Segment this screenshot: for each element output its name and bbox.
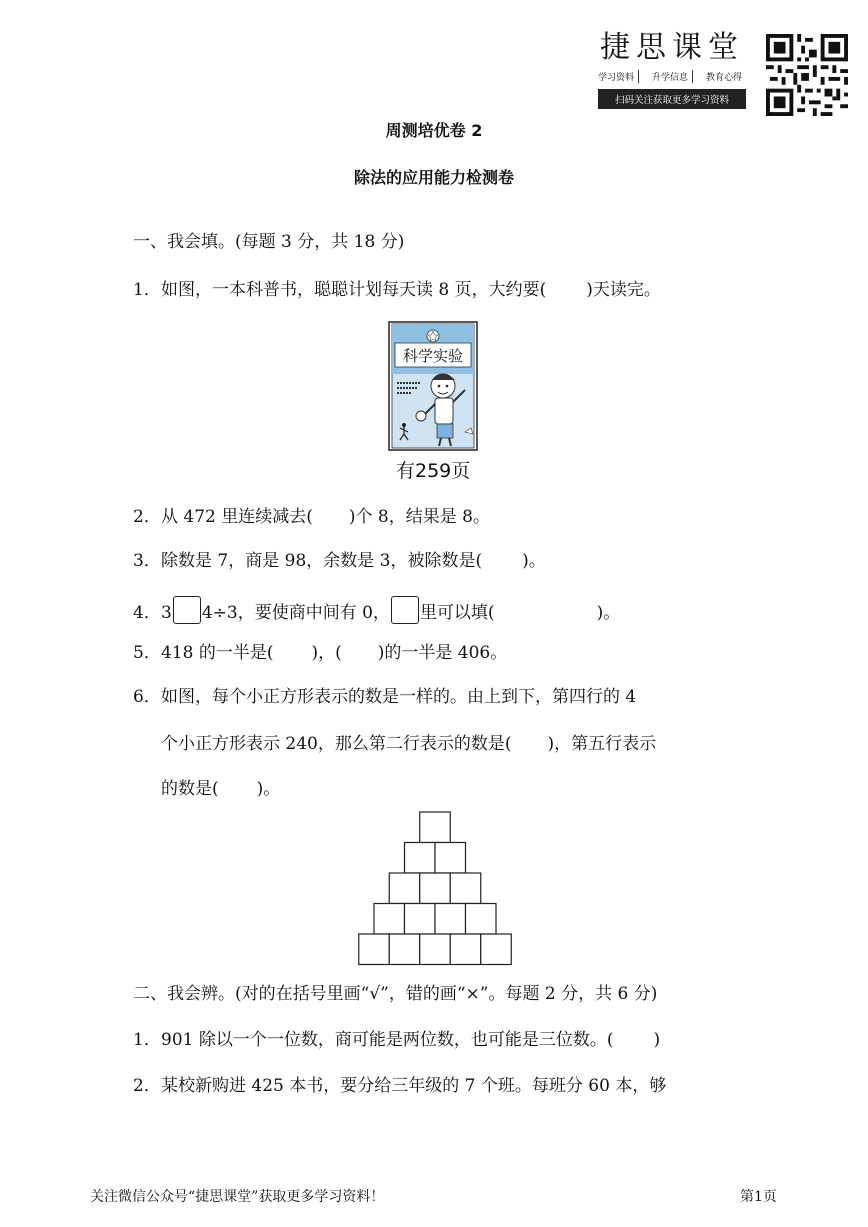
question-text: 901 除以一个一位数，商可能是两位数，也可能是三位数。( bbox=[161, 1030, 614, 1050]
pyramid-square bbox=[450, 873, 481, 904]
question-text: )的一半是 406。 bbox=[377, 643, 508, 663]
question-2 bbox=[133, 506, 490, 528]
pyramid-square bbox=[435, 904, 466, 935]
question-text: 个小正方形表示 240，那么第二行表示的数是( bbox=[161, 734, 512, 754]
pyramid-square bbox=[359, 934, 390, 965]
book-caption: 有259页 bbox=[396, 460, 471, 482]
pyramid-square bbox=[420, 812, 451, 843]
question-6-line-1 bbox=[133, 686, 636, 708]
question-6-line-3 bbox=[161, 778, 280, 800]
question-number: 2． bbox=[133, 1076, 161, 1096]
question-text: )天读完。 bbox=[586, 280, 661, 300]
pyramid-square bbox=[435, 843, 466, 874]
digit-box[interactable] bbox=[173, 596, 201, 624]
question-text: )。 bbox=[256, 779, 281, 799]
pyramid-square bbox=[466, 904, 497, 935]
pyramid-square bbox=[420, 934, 451, 965]
question-6-line-2 bbox=[161, 733, 656, 755]
question-text: 3 bbox=[161, 603, 172, 623]
book-illustration bbox=[385, 320, 481, 456]
question-text: 的数是( bbox=[161, 779, 219, 799]
question-number: 4． bbox=[133, 603, 161, 623]
qr-code-icon[interactable] bbox=[766, 34, 848, 116]
question-1 bbox=[133, 279, 661, 301]
question-5 bbox=[133, 642, 507, 664]
section2-heading: 二、我会辨。(对的在括号里画“√”，错的画“×”。每题 2 分，共 6 分) bbox=[133, 984, 658, 1004]
brand-block bbox=[598, 30, 746, 109]
pyramid-square bbox=[481, 934, 512, 965]
question-text: 418 的一半是( bbox=[161, 643, 274, 663]
question-text: 除数是 7，商是 98，余数是 3，被除数是( bbox=[161, 551, 483, 571]
digit-box[interactable] bbox=[391, 596, 419, 624]
page-subtitle: 除法的应用能力检测卷 bbox=[353, 168, 514, 187]
question-3 bbox=[133, 550, 546, 572]
question-number: 6． bbox=[133, 687, 161, 707]
question-number: 5． bbox=[133, 643, 161, 663]
question-text: ) bbox=[653, 1030, 661, 1050]
pyramid-square bbox=[450, 934, 481, 965]
pyramid-square bbox=[405, 843, 436, 874]
judge-question-1 bbox=[133, 1029, 660, 1051]
brand-banner: 扫码关注获取更多学习资料 bbox=[598, 89, 746, 109]
brand-name: 捷思课堂 bbox=[600, 30, 744, 65]
question-number: 1． bbox=[133, 1030, 161, 1050]
pyramid-square bbox=[405, 904, 436, 935]
question-text: )。 bbox=[522, 551, 546, 571]
question-text: 如图，一本科普书，聪聪计划每天读 8 页，大约要( bbox=[161, 280, 547, 300]
page-title: 周测培优卷 2 bbox=[385, 121, 483, 140]
question-number: 2． bbox=[133, 507, 161, 527]
question-number: 1． bbox=[133, 280, 161, 300]
page-number: 第1页 bbox=[740, 1189, 777, 1205]
question-text: )个 8，结果是 8。 bbox=[348, 507, 490, 527]
pyramid-square bbox=[389, 934, 420, 965]
brand-tag: 学习资料 bbox=[598, 70, 639, 83]
question-4 bbox=[133, 596, 620, 624]
pyramid-square bbox=[420, 873, 451, 904]
question-text: )。 bbox=[596, 603, 621, 623]
question-text: )，( bbox=[311, 643, 342, 663]
pyramid-square bbox=[374, 904, 405, 935]
book-title: 科学实验 bbox=[402, 347, 464, 365]
question-text: 从 472 里连续减去( bbox=[161, 507, 313, 527]
question-text: 里可以填( bbox=[419, 603, 495, 623]
question-text: 如图，每个小正方形表示的数是一样的。由上到下，第四行的 4 bbox=[161, 687, 637, 707]
question-number: 3． bbox=[133, 551, 161, 571]
judge-question-2 bbox=[133, 1075, 666, 1097]
question-text: )，第五行表示 bbox=[547, 734, 657, 754]
brand-tag: 升学信息 bbox=[652, 70, 693, 83]
question-text: 4÷3，要使商中间有 0， bbox=[201, 603, 390, 623]
section1-heading: 一、我会填。(每题 3 分，共 18 分) bbox=[133, 232, 405, 252]
square-pyramid-figure bbox=[356, 810, 514, 970]
question-text: 某校新购进 425 本书，要分给三年级的 7 个班。每班分 60 本，够 bbox=[161, 1076, 667, 1096]
brand-tags bbox=[598, 70, 746, 83]
pyramid-square bbox=[389, 873, 420, 904]
footer-note: 关注微信公众号“捷思课堂”获取更多学习资料！ bbox=[90, 1189, 385, 1205]
brand-tag: 教育心得 bbox=[705, 73, 742, 83]
